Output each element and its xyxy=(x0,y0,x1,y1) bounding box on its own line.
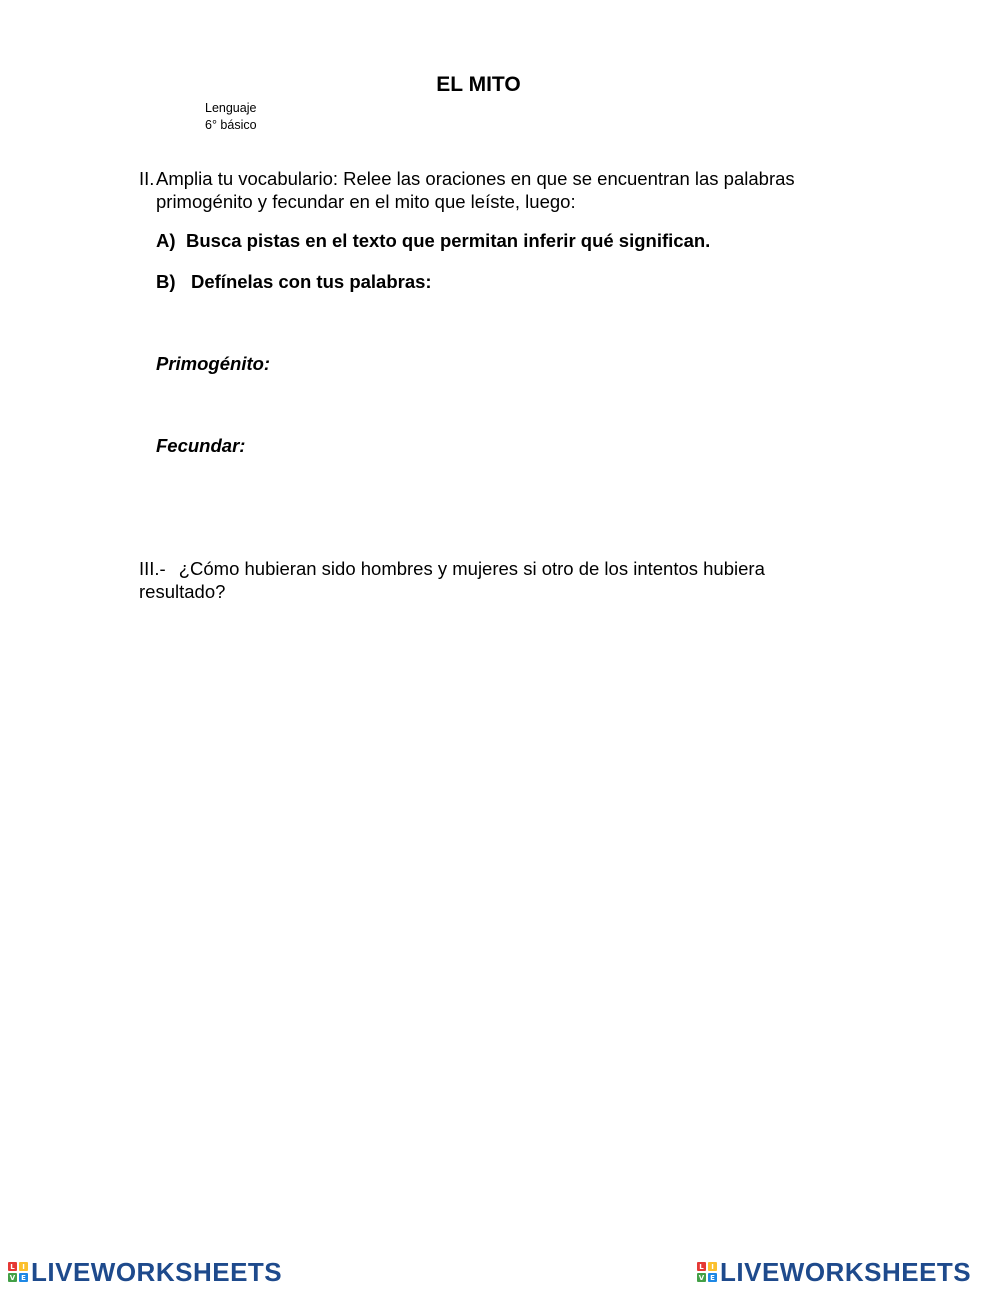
term-primogenito: Primogénito: xyxy=(156,353,271,374)
instruction-a xyxy=(156,230,710,252)
question-3 xyxy=(139,557,839,603)
logo-letter-e: E xyxy=(708,1273,717,1282)
logo-letter-l: L xyxy=(8,1262,17,1271)
logo-letter-e: E xyxy=(19,1273,28,1282)
logo-letter-v: V xyxy=(9,1273,16,1282)
grade-label: 6° básico xyxy=(205,117,257,132)
logo-letter-i: I xyxy=(19,1262,28,1271)
subject-label: Lenguaje xyxy=(205,101,257,115)
question-2 xyxy=(139,167,859,213)
question-3-text: ¿Cómo hubieran sido hombres y mujeres si otro de los intentos hubiera resultado? xyxy=(139,558,765,602)
brand-name: LIVEWORKSHEETS xyxy=(31,1256,283,1287)
term-fecundar: Fecundar: xyxy=(156,435,246,456)
instruction-a-label: A) xyxy=(156,230,176,251)
brand-name: LIVEWORKSHEETS xyxy=(720,1256,972,1287)
document-meta xyxy=(205,100,257,133)
footer-logo-right xyxy=(697,1257,971,1287)
logo-letter-l: L xyxy=(697,1262,706,1271)
question-2-text: Amplia tu vocabulario: Relee las oraciones en que se encuentran las palabras primogénito y fecundar en el mito que leíste, luego: xyxy=(156,168,795,212)
logo-letter-v: V xyxy=(698,1273,705,1282)
instruction-b xyxy=(156,271,432,293)
instruction-b-label: B) xyxy=(156,271,176,292)
instruction-a-text: Busca pistas en el texto que permitan inferir qué significan. xyxy=(186,230,711,251)
question-3-number: III.- xyxy=(139,558,166,579)
footer-logo-left xyxy=(8,1257,282,1287)
logo-letter-i: I xyxy=(708,1262,717,1271)
instruction-b-text: Defínelas con tus palabras: xyxy=(191,271,432,292)
liveworksheets-logo-icon xyxy=(697,1262,717,1282)
question-2-number: II. xyxy=(139,168,155,189)
liveworksheets-logo-icon xyxy=(8,1262,28,1282)
page-title: EL MITO xyxy=(436,73,521,96)
